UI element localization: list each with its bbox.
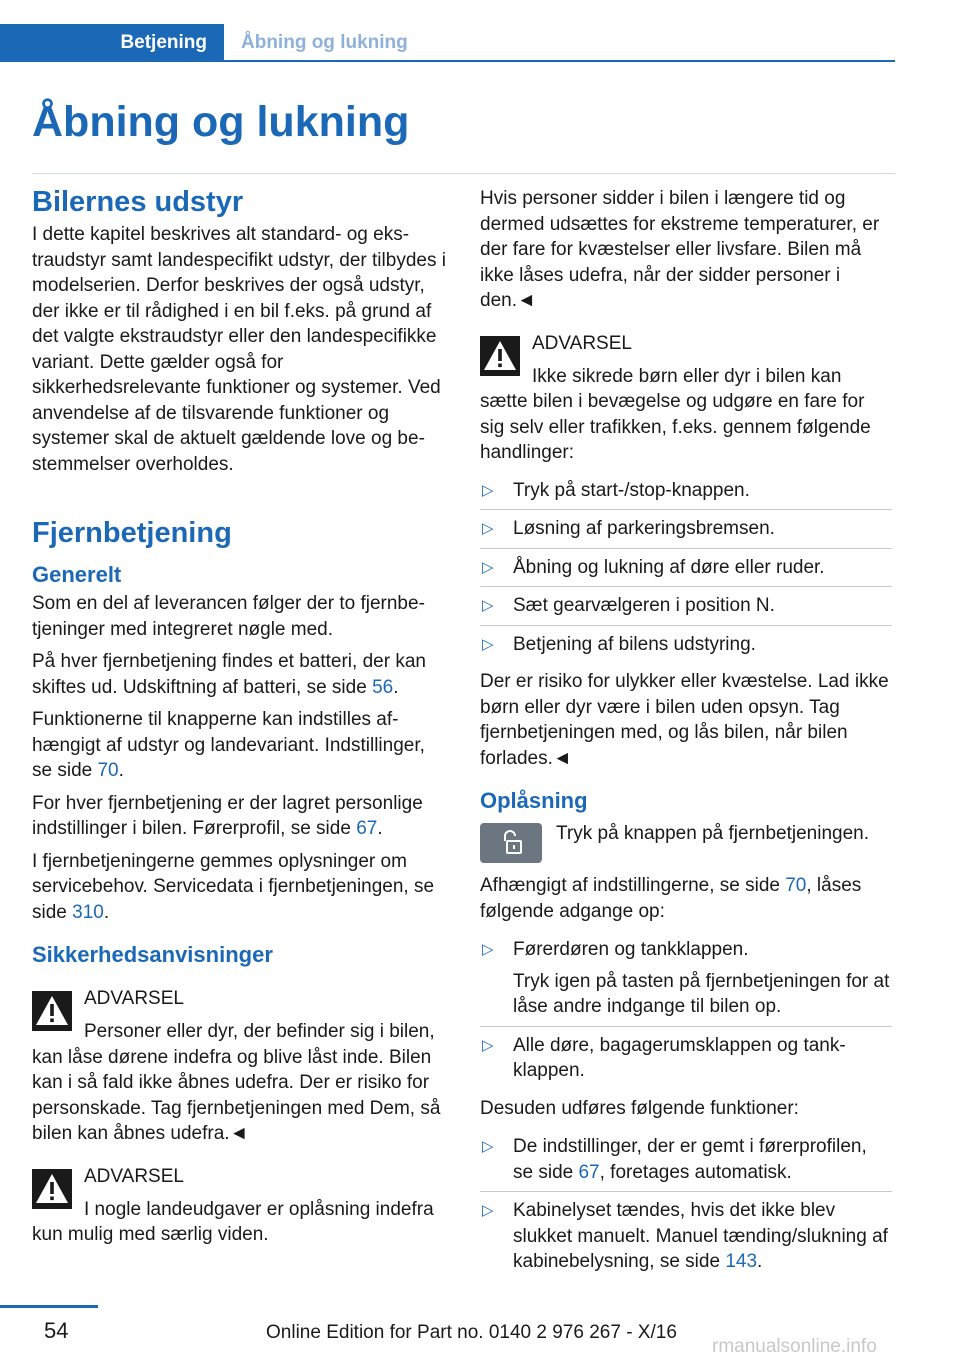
paragraph-equipment: I dette kapitel beskrives alt standard- og ekstraudstyr samt landespecifikt udstyr, der tilbydes i modelserien. Derfor beskrives der også udstyr, der ikke er til rådighed i en bil f.eks. på grund af det valgte ekstraudstyr eller den landespecifikke variant. Dette gælder også for sikkerhedsrelevante funktioner og systemer. Ved anvendelse af de tilsvarende funktioner og systemer skal de aktuelt gældende love og bestemmelser overholdes.: [32, 224, 446, 475]
unlock-instruction: [480, 821, 892, 863]
warning-box-2: [32, 1163, 450, 1248]
triangle-bullet-icon: ▷: [482, 941, 494, 958]
heading-equipment: Bilernes udstyr: [32, 186, 244, 218]
unlock-text: Tryk på knappen på fjernbetjeningen.: [556, 823, 870, 844]
heading-safety: Sikkerhedsanvisninger: [32, 942, 273, 967]
unlock-list: [480, 931, 892, 1090]
paragraph-general-3: Funktionerne til knapperne kan indstilles afhængigt af udstyr og landevariant. Indstillinger, se side 70.: [32, 709, 425, 781]
list-item: ▷ Åbning og lukning af døre eller ruder.: [480, 549, 892, 588]
page-link-67[interactable]: 67: [356, 818, 378, 839]
page-link-310[interactable]: 310: [72, 901, 104, 923]
triangle-bullet-icon: ▷: [482, 481, 494, 499]
paragraph-unlock: Afhængigt af indstillingerne, se side 70, låses følgende adgange op:: [480, 875, 862, 922]
list-item: ▷ Sæt gearvælgeren i position N.: [480, 587, 892, 626]
triangle-bullet-icon: ▷: [482, 558, 494, 576]
warning-action-list: [480, 472, 892, 664]
paragraph-warning-end: Der er risiko for ulykker eller kvæstelse. Lad ikke børn eller dyr være i bilen uden opsyn. Tag fjernbetjeningen med, og lås bilen, når bilen forlades.◄: [480, 671, 889, 769]
warning-box-1: [32, 985, 450, 1147]
page-link-143[interactable]: 143: [725, 1251, 758, 1272]
warning-text: Ikke sikrede børn eller dyr i bilen kan sætte bilen i bevægelse og udgøre en fare for sig selv eller trafikken, f.eks. gennem følgende handlinger:: [480, 365, 871, 463]
paragraph-general-1: Som en del af leverancen følger der to fjernbetjeninger med integreret nøgle med.: [32, 593, 425, 640]
warning-box-3: [480, 330, 892, 772]
triangle-bullet-icon: ▷: [482, 520, 494, 537]
page-link-70[interactable]: 70: [97, 760, 119, 781]
list-item: ▷ Kabinelyset tændes, hvis det ikke blev slukket manuelt. Manuel tænding/slukning af kabinebelysning, se side 143.: [482, 1200, 888, 1272]
triangle-bullet-icon: ▷: [482, 1202, 494, 1219]
page-link-67[interactable]: 67: [578, 1161, 600, 1183]
heading-remote-control: Fjernbetjening: [32, 517, 232, 549]
list-item: ▷ Betjening af bilens udstyring.: [480, 626, 892, 664]
right-column: [480, 180, 892, 1287]
warning-text: Personer eller dyr, der befinder sig i bilen, kan låse dørene indefra og blive låst inde. Bilen kan i så fald ikke åbnes udefra. Der er risiko for personskade. Tag fjernbetjeningen med Dem, så bilen kan åbnes udefra.◄: [32, 1021, 441, 1144]
paragraph-general-2: På hver fjernbetjening findes et batteri, der kan skiftes ud. Udskiftning af batteri, se side 56.: [32, 651, 426, 698]
list-item: ▷ Alle døre, bagagerumsklappen og tankklappen.: [482, 1034, 846, 1081]
unlock-button-symbol: [480, 823, 542, 863]
warning-title: ADVARSEL: [532, 332, 632, 354]
triangle-bullet-icon: ▷: [482, 1138, 494, 1155]
paragraph-general-4: For hver fjernbetjening er der lagret personlige indstillinger i bilen. Førerprofil, se side 67.: [32, 792, 423, 839]
edition-note: Online Edition for Part no. 0140 2 976 267 - X/16: [266, 1322, 677, 1343]
triangle-bullet-icon: ▷: [482, 597, 494, 614]
running-header: [0, 24, 895, 62]
footer-rule: [0, 1305, 98, 1308]
watermark: rmanualsonline.info: [712, 1336, 877, 1357]
triangle-bullet-icon: ▷: [482, 635, 494, 653]
page-link-56[interactable]: 56: [372, 676, 394, 698]
list-item: ▷ Førerdøren og tankklappen. Tryk igen på tasten på fjernbetjeningen for at låse andre indgange til bilen op.: [480, 931, 892, 1027]
list-item: ▷ Løsning af parkeringsbremsen.: [480, 510, 892, 549]
warning-title: ADVARSEL: [84, 1165, 184, 1187]
heading-general: Generelt: [32, 562, 122, 587]
warning-triangle-icon: [32, 991, 72, 1031]
page-number: 54: [44, 1318, 69, 1343]
warning-text: I nogle landeudgaver er oplåsning indefra kun mulig med særlig viden.: [32, 1198, 434, 1245]
warning-triangle-icon: [480, 336, 520, 376]
page-title: Åbning og lukning: [32, 98, 410, 146]
triangle-bullet-icon: ▷: [482, 1036, 494, 1054]
chapter-tab[interactable]: Åbning og lukning: [241, 32, 408, 53]
paragraph-warning-continued: Hvis personer sidder i bilen i længere tid og dermed udsættes for ekstreme temperaturer, er der fare for kvæstelser eller livsfare. Bilen må ikke låses udefra, når der sidder personer i den.◄: [480, 188, 880, 311]
paragraph-general-5: I fjernbetjeningerne gemmes oplysninger om servicebehov. Servicedata i fjernbetjeningen, se side 310.: [32, 850, 435, 923]
page-link-70[interactable]: 70: [785, 875, 807, 896]
functions-list: [480, 1128, 892, 1281]
unlock-padlock-icon: [496, 828, 526, 858]
title-divider: [32, 173, 895, 174]
list-item: ▷ Tryk på start-/stop-knappen.: [480, 472, 892, 511]
warning-triangle-icon: [32, 1169, 72, 1209]
section-tab[interactable]: Betjening: [0, 24, 224, 62]
warning-title: ADVARSEL: [84, 988, 184, 1009]
paragraph-also: Desuden udføres følgende funktioner:: [480, 1097, 799, 1119]
left-column: [32, 180, 450, 1256]
list-item: ▷ De indstillinger, der er gemt i førerprofilen, se side 67, foretages automatisk.: [480, 1128, 892, 1192]
heading-unlocking: Oplåsning: [480, 788, 588, 813]
